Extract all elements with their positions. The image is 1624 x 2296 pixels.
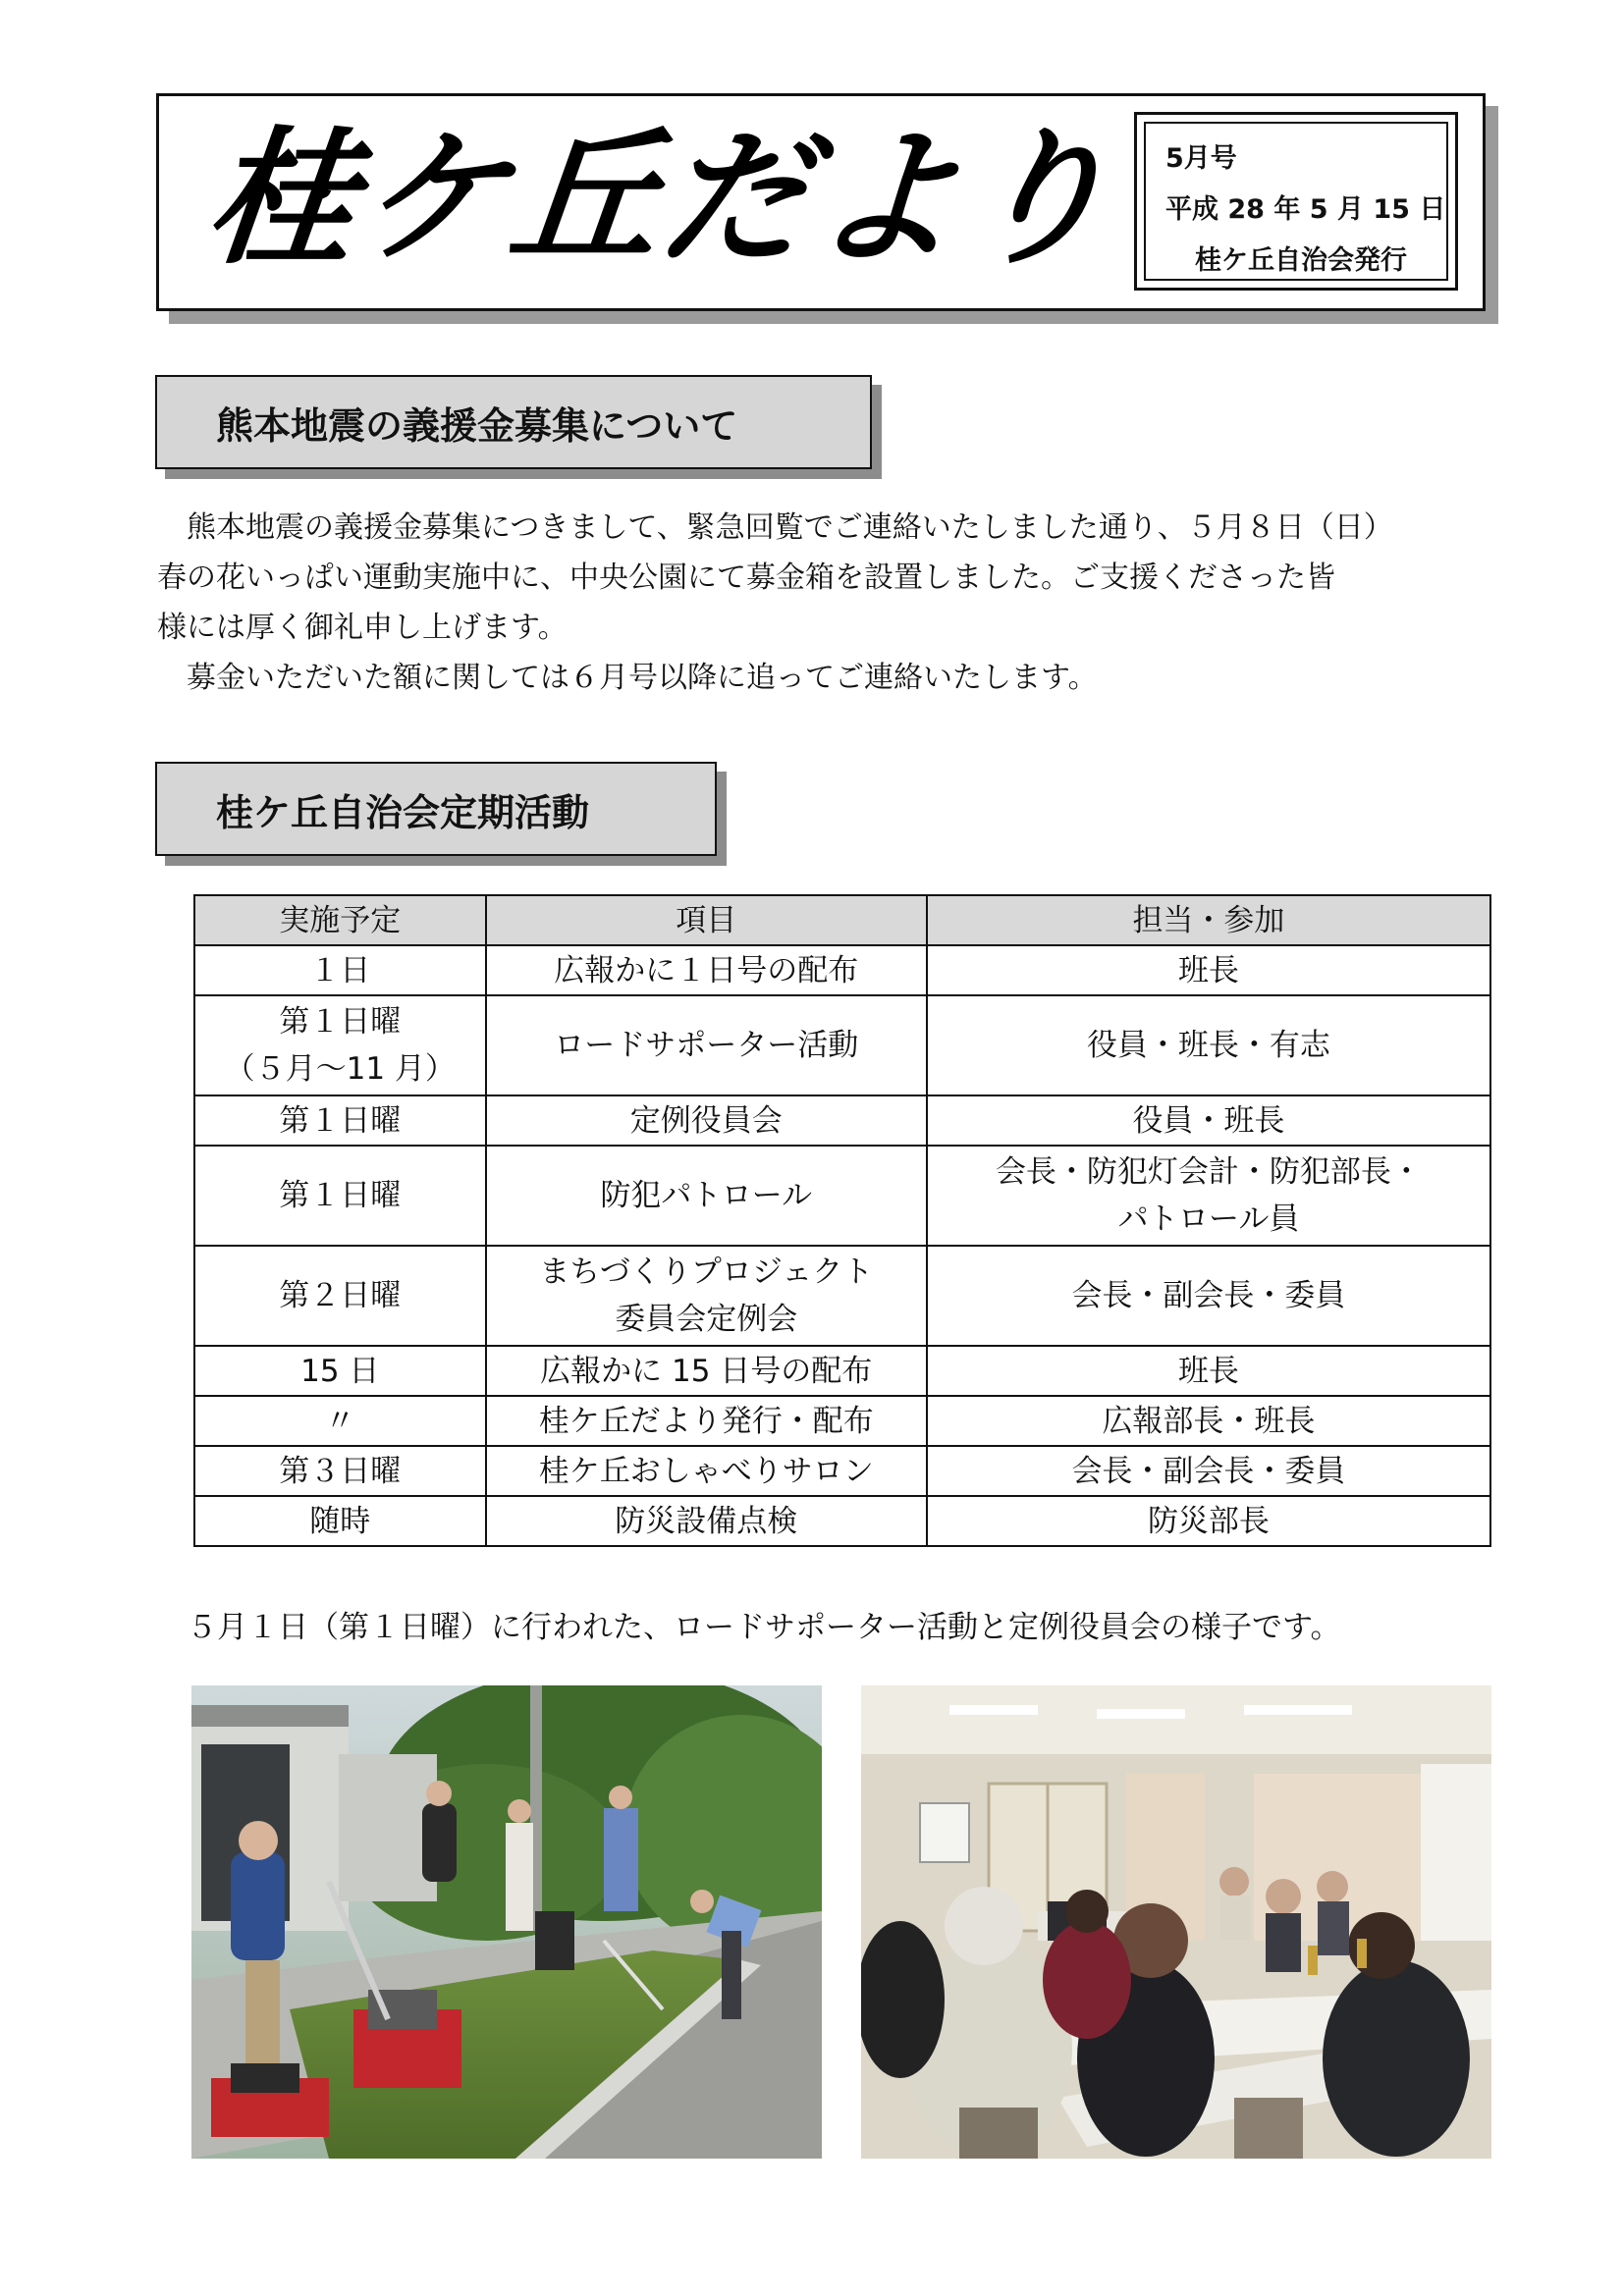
table-row bbox=[194, 1146, 1490, 1246]
cell-participants: 班長 bbox=[927, 1346, 1490, 1396]
section1-paragraph bbox=[157, 503, 1492, 703]
cell-schedule: 15 日 bbox=[194, 1346, 486, 1396]
column-header-participants: 担当・参加 bbox=[927, 895, 1490, 945]
cell-item: ロードサポーター活動 bbox=[486, 995, 927, 1095]
cell-schedule: 第１日曜 bbox=[194, 1146, 486, 1246]
cell-participants: 防災部長 bbox=[927, 1496, 1490, 1546]
issue-info-box bbox=[1134, 112, 1458, 291]
table-row bbox=[194, 1246, 1490, 1346]
cell-participants: 広報部長・班長 bbox=[927, 1396, 1490, 1446]
table-row bbox=[194, 1446, 1490, 1496]
cell-item: 広報かに 15 日号の配布 bbox=[486, 1346, 927, 1396]
cell-item: 広報かに１日号の配布 bbox=[486, 945, 927, 995]
paragraph-line: 募金いただいた額に関しては６月号以降に追ってご連絡いたします。 bbox=[157, 661, 1098, 695]
cell-participants: 班長 bbox=[927, 945, 1490, 995]
cell-participants: 会長・防犯灯会計・防犯部長・ パトロール員 bbox=[927, 1146, 1490, 1246]
newsletter-title: 桂ケ丘だより bbox=[198, 114, 1125, 285]
cell-schedule: 第１日曜 bbox=[194, 1095, 486, 1146]
masthead bbox=[156, 93, 1486, 311]
table-row bbox=[194, 1496, 1490, 1546]
cell-item: 桂ケ丘だより発行・配布 bbox=[486, 1396, 927, 1446]
paragraph-line: 様には厚く御礼申し上げます。 bbox=[157, 611, 568, 645]
cell-participants: 会長・副会長・委員 bbox=[927, 1246, 1490, 1346]
cell-item: 防災設備点検 bbox=[486, 1496, 927, 1546]
issue-number: 5月号 bbox=[1165, 143, 1237, 174]
road-supporter-photo bbox=[191, 1685, 822, 2159]
cell-participants: 役員・班長 bbox=[927, 1095, 1490, 1146]
column-header-schedule: 実施予定 bbox=[194, 895, 486, 945]
cell-schedule: 〃 bbox=[194, 1396, 486, 1446]
issue-info-inner bbox=[1144, 122, 1448, 281]
table-row bbox=[194, 1095, 1490, 1146]
cell-schedule: 第３日曜 bbox=[194, 1446, 486, 1496]
cell-item: 定例役員会 bbox=[486, 1095, 927, 1146]
paragraph-line: 熊本地震の義援金募集につきまして、緊急回覧でご連絡いたしました通り、５月８日（日） bbox=[157, 510, 1393, 545]
cell-item: まちづくりプロジェクト 委員会定例会 bbox=[486, 1246, 927, 1346]
table-header-row bbox=[194, 895, 1490, 945]
cell-schedule: 第１日曜 （５月～11 月） bbox=[194, 995, 486, 1095]
table-row bbox=[194, 1396, 1490, 1446]
officers-meeting-photo bbox=[861, 1685, 1491, 2159]
column-header-item: 項目 bbox=[486, 895, 927, 945]
cell-schedule: 随時 bbox=[194, 1496, 486, 1546]
cell-participants: 会長・副会長・委員 bbox=[927, 1446, 1490, 1496]
photo-caption: ５月１日（第１日曜）に行われた、ロードサポーター活動と定例役員会の様子です。 bbox=[187, 1610, 1341, 1645]
cell-participants: 役員・班長・有志 bbox=[927, 995, 1490, 1095]
section2-heading: 桂ケ丘自治会定期活動 bbox=[155, 762, 717, 856]
table-row bbox=[194, 995, 1490, 1095]
issue-date: 平成 28 年 5 月 15 日 bbox=[1165, 194, 1446, 225]
cell-item: 防犯パトロール bbox=[486, 1146, 927, 1246]
cell-schedule: １日 bbox=[194, 945, 486, 995]
table-row bbox=[194, 1346, 1490, 1396]
table-row bbox=[194, 945, 1490, 995]
cell-item: 桂ケ丘おしゃべりサロン bbox=[486, 1446, 927, 1496]
section1-heading: 熊本地震の義援金募集について bbox=[155, 375, 872, 469]
activity-schedule-table bbox=[193, 894, 1491, 1547]
cell-schedule: 第２日曜 bbox=[194, 1246, 486, 1346]
paragraph-line: 春の花いっぱい運動実施中に、中央公園にて募金箱を設置しました。ご支援くださった皆 bbox=[157, 561, 1335, 595]
issue-publisher: 桂ケ丘自治会発行 bbox=[1195, 245, 1407, 276]
